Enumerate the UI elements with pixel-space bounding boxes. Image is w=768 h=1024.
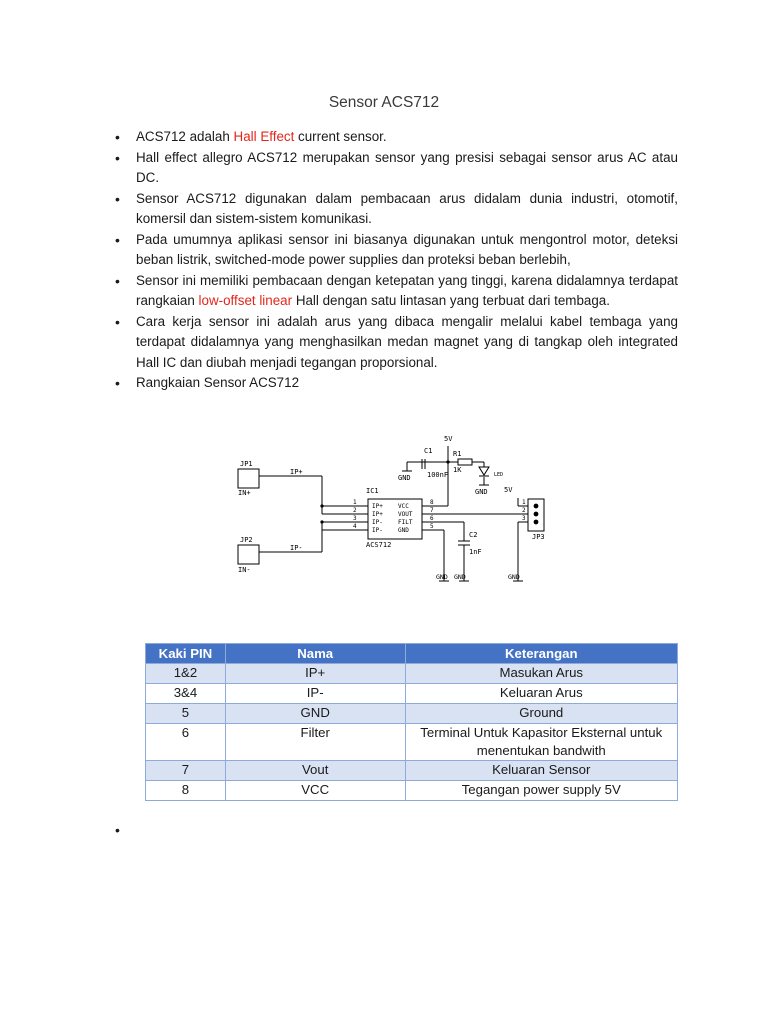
ic-pin-label: GND [398, 527, 409, 534]
table-cell: Masukan Arus [405, 664, 678, 684]
ic-ref-label: IC1 [366, 487, 379, 495]
highlight-text: low-offset linear [198, 293, 293, 308]
table-header-row [146, 644, 678, 664]
gnd-label: GND [398, 474, 411, 482]
pin-number: 4 [353, 523, 357, 530]
table-row [146, 664, 678, 684]
pin-number: 7 [430, 507, 434, 514]
gnd-label: GND [475, 488, 488, 496]
column-header: Kaki PIN [146, 644, 226, 664]
table-row [146, 724, 678, 761]
table-cell: 3&4 [146, 684, 226, 704]
c2-value: 1nF [469, 548, 482, 556]
ic-pin-label: IP- [372, 527, 383, 534]
table-cell: Vout [225, 761, 405, 781]
table-cell: IP- [225, 684, 405, 704]
ic-pin-label: IP- [372, 519, 383, 526]
led-label: LED [494, 472, 504, 478]
pin-table [145, 643, 678, 801]
r1-label: R1 [453, 450, 462, 458]
ic-pin-label: FILT [398, 519, 413, 526]
pin-number: 3 [353, 515, 357, 522]
list-item: • Cara kerja sensor ini adalah arus yang dibaca mengalir melalui kabel tembaga yang terdapat didalamnya yang menghasilkan medan magnet yang di tangkap oleh integrated Hall IC dan diubah menjadi tegangan proporsional. [112, 312, 678, 374]
pin-number: 2 [353, 507, 357, 514]
table-cell: 1&2 [146, 664, 226, 684]
table-cell: 5 [146, 704, 226, 724]
jp1-label: JP1 [240, 460, 253, 468]
jp1-net-label: IP+ [290, 468, 303, 476]
page-title: Sensor ACS712 [328, 94, 440, 111]
pin-number: 1 [522, 499, 526, 506]
ic-pin-label: VCC [398, 503, 409, 510]
bullet-list [112, 127, 678, 394]
ic-pin-label: IP+ [372, 511, 383, 518]
c1-label: C1 [424, 447, 433, 455]
list-item: • Rangkaian Sensor ACS712 [112, 373, 678, 394]
c2-label: C2 [469, 531, 478, 539]
vcc-label: 5V [504, 486, 513, 494]
table-cell: Ground [405, 704, 678, 724]
r1-value: 1K [453, 466, 462, 474]
pin-number: 3 [522, 515, 526, 522]
gnd-label: GND [508, 573, 520, 581]
jp2-pin-label: IN- [238, 566, 251, 574]
pin-number: 8 [430, 499, 434, 506]
jp1-pin-label: IN+ [238, 489, 251, 497]
column-header: Keterangan [405, 644, 678, 664]
table-cell: IP+ [225, 664, 405, 684]
table-cell: Keluaran Arus [405, 684, 678, 704]
jp2-label: JP2 [240, 536, 253, 544]
table-cell: Filter [225, 724, 405, 761]
gnd-label: GND [436, 573, 448, 581]
table-cell: 6 [146, 724, 226, 761]
highlight-text: Hall Effect [233, 129, 295, 144]
pin-number: 6 [430, 515, 434, 522]
table-row [146, 781, 678, 801]
jp2-net-label: IP- [290, 544, 303, 552]
table-row [146, 761, 678, 781]
list-item: • Sensor ini memiliki pembacaan dengan ketepatan yang tinggi, karena didalamnya terdapat rangkaian low-offset linear Hall dengan satu lintasan yang terbuat dari tembaga. [112, 271, 678, 312]
table-row [146, 684, 678, 704]
ic-pin-label: VOUT [398, 511, 413, 518]
column-header: Nama [225, 644, 405, 664]
list-item: • Pada umumnya aplikasi sensor ini biasanya digunakan untuk mengontrol motor, deteksi beban listrik, switched-mode power supplies dan proteksi beban berlebih, [112, 230, 678, 271]
jp3-label: JP3 [532, 533, 545, 541]
ic-pin-label: IP+ [372, 503, 383, 510]
circuit-diagram [232, 431, 552, 584]
pin-number: 2 [522, 507, 526, 514]
list-item: • Sensor ACS712 digunakan dalam pembacaan arus didalam dunia industri, otomotif, komersil dan sistem-sistem komunikasi. [112, 189, 678, 230]
table-cell: 8 [146, 781, 226, 801]
table-cell: Tegangan power supply 5V [405, 781, 678, 801]
empty-bullet: • [115, 822, 120, 838]
ic-part-label: ACS712 [366, 541, 392, 549]
table-cell: Keluaran Sensor [405, 761, 678, 781]
c1-value: 100nF [427, 471, 449, 479]
list-item: • Hall effect allegro ACS712 merupakan sensor yang presisi sebagai sensor arus AC atau DC. [112, 148, 678, 189]
table-cell: VCC [225, 781, 405, 801]
table-row [146, 704, 678, 724]
list-item: • ACS712 adalah Hall Effect current sensor. [112, 127, 678, 148]
table-cell: Terminal Untuk Kapasitor Eksternal untuk menentukan bandwith [405, 724, 678, 761]
table-cell: GND [225, 704, 405, 724]
pin-number: 1 [353, 499, 357, 506]
gnd-label: GND [454, 573, 466, 581]
table-cell: 7 [146, 761, 226, 781]
vcc-label: 5V [444, 435, 453, 443]
pin-number: 5 [430, 523, 434, 530]
